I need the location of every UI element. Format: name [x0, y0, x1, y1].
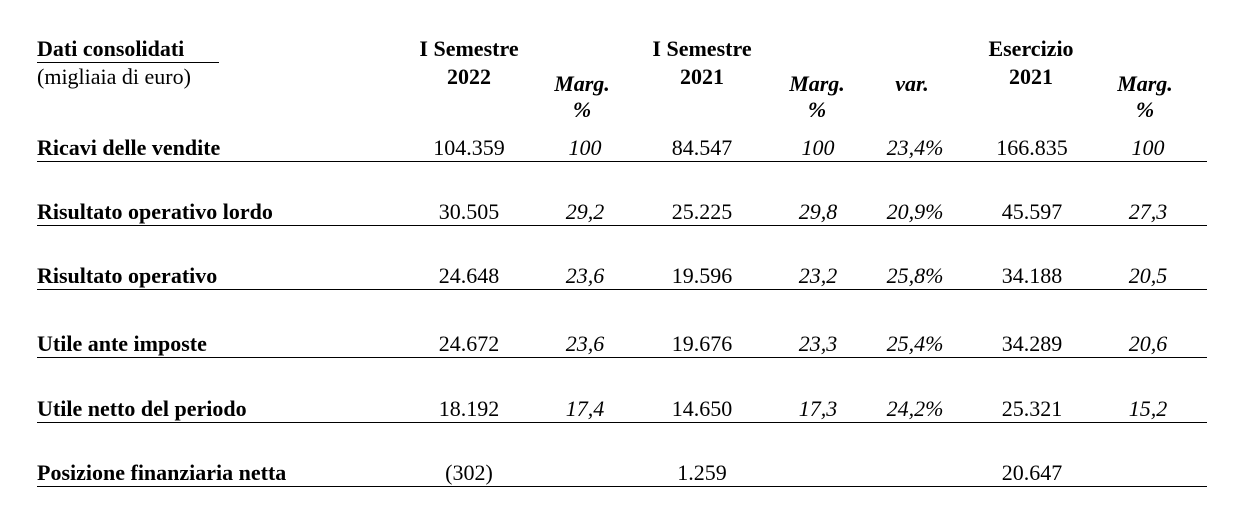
- cell-h1-2021: 84.547: [671, 135, 733, 160]
- row-divider: [37, 289, 1207, 290]
- cell-var: 24,2%: [886, 396, 944, 421]
- cell-h1-2021: 19.676: [671, 331, 733, 356]
- table-title: Dati consolidati: [37, 36, 185, 61]
- col-header-marg2-line1: Marg.: [789, 71, 845, 96]
- cell-esercizio-2021: 166.835: [996, 135, 1068, 160]
- row-label: Risultato operativo lordo: [37, 199, 273, 224]
- cell-var: 25,8%: [886, 263, 944, 288]
- cell-h1-2022: 30.505: [438, 199, 500, 224]
- row-label: Utile netto del periodo: [37, 396, 247, 421]
- col-header-h1-2022-line1: I Semestre: [419, 36, 519, 61]
- row-divider: [37, 422, 1207, 423]
- cell-marg3: 15,2: [1128, 396, 1168, 421]
- cell-esercizio-2021: 34.188: [1001, 263, 1063, 288]
- row-label: Risultato operativo: [37, 263, 218, 288]
- col-header-marg3-line1: Marg.: [1117, 71, 1173, 96]
- cell-var: 20,9%: [886, 199, 944, 224]
- cell-marg2: 17,3: [798, 396, 838, 421]
- row-label: Utile ante imposte: [37, 331, 207, 356]
- col-header-h1-2021-line2: 2021: [680, 64, 724, 89]
- cell-marg1: 29,2: [565, 199, 605, 224]
- cell-marg2: 23,2: [798, 263, 838, 288]
- cell-h1-2022: (302): [445, 460, 493, 485]
- col-header-marg2-line2: %: [807, 97, 827, 122]
- cell-h1-2021: 19.596: [671, 263, 733, 288]
- col-header-h1-2021-line1: I Semestre: [652, 36, 752, 61]
- cell-esercizio-2021: 25.321: [1001, 396, 1063, 421]
- cell-marg1: 23,6: [565, 263, 605, 288]
- cell-marg2: 23,3: [798, 331, 838, 356]
- cell-marg3: 27,3: [1128, 199, 1168, 224]
- cell-var: 25,4%: [886, 331, 944, 356]
- cell-h1-2021: 14.650: [671, 396, 733, 421]
- cell-h1-2022: 24.672: [438, 331, 500, 356]
- cell-marg3: 100: [1131, 135, 1165, 160]
- cell-esercizio-2021: 34.289: [1001, 331, 1063, 356]
- cell-marg1: 17,4: [565, 396, 605, 421]
- cell-h1-2021: 25.225: [671, 199, 733, 224]
- row-label: Posizione finanziaria netta: [37, 460, 287, 485]
- col-header-esercizio-line1: Esercizio: [988, 36, 1074, 61]
- cell-marg3: 20,5: [1128, 263, 1168, 288]
- cell-marg1: 100: [568, 135, 602, 160]
- cell-h1-2022: 18.192: [438, 396, 500, 421]
- cell-marg2: 29,8: [798, 199, 838, 224]
- cell-marg2: 100: [801, 135, 835, 160]
- cell-h1-2021: 1.259: [677, 460, 727, 485]
- col-header-marg1-line2: %: [572, 97, 592, 122]
- col-header-var: var.: [895, 71, 929, 96]
- col-header-marg1-line1: Marg.: [554, 71, 610, 96]
- table-subtitle: (migliaia di euro): [37, 64, 191, 89]
- cell-marg1: 23,6: [565, 331, 605, 356]
- cell-esercizio-2021: 45.597: [1001, 199, 1063, 224]
- col-header-h1-2022-line2: 2022: [447, 64, 491, 89]
- cell-h1-2022: 104.359: [433, 135, 505, 160]
- cell-h1-2022: 24.648: [438, 263, 500, 288]
- cell-esercizio-2021: 20.647: [1001, 460, 1063, 485]
- row-divider: [37, 486, 1207, 487]
- row-divider: [37, 161, 1207, 162]
- cell-marg3: 20,6: [1128, 331, 1168, 356]
- row-divider: [37, 225, 1207, 226]
- col-header-marg3-line2: %: [1135, 97, 1155, 122]
- col-header-esercizio-line2: 2021: [1009, 64, 1053, 89]
- cell-var: 23,4%: [886, 135, 944, 160]
- title-underline: [37, 62, 219, 63]
- row-label: Ricavi delle vendite: [37, 135, 221, 160]
- row-divider: [37, 357, 1207, 358]
